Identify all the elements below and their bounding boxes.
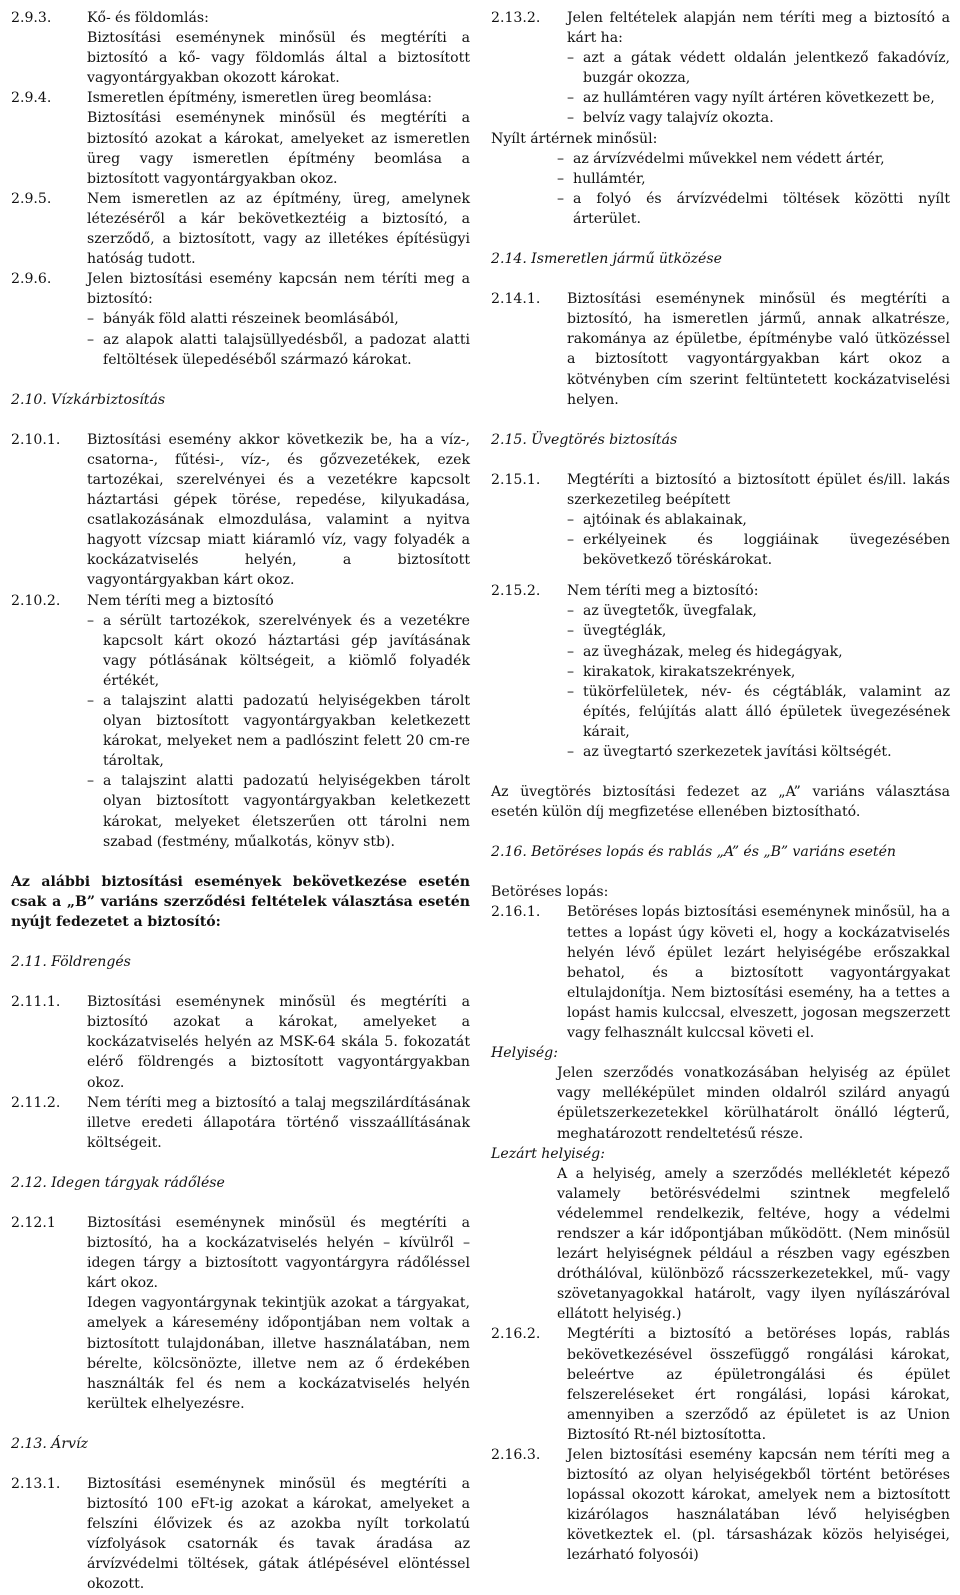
section-2-12-1	[11, 1213, 470, 1414]
list-item: – ajtóinak és ablakainak,	[567, 510, 950, 530]
heading-2-16: 2.16. Betöréses lopás és rablás „A” és „B” variáns esetén	[491, 844, 897, 861]
list-item: – az üvegházak, meleg és hidegágyak,	[567, 642, 950, 662]
list-item: – hullámtér,	[557, 169, 950, 189]
section-2-15-2	[491, 581, 950, 762]
list-item: – a talajszint alatti padozatú helyiségekben tárolt olyan biztosított vagyontárgyakban keletkezett károkat, melyeket nem a padlószint felett 20 cm-re tároltak,	[87, 691, 470, 771]
list-item: – a talajszint alatti padozatú helyiségekben tárolt olyan biztosított vagyontárgyakban keletkezett károkat, melyeket életszerűen ott tárolni nem szabad (festmény, műalkotás, könyv stb).	[87, 771, 470, 851]
section-2-16-1	[491, 902, 950, 1043]
locked-room-text: A a helyiség, amely a szerződés mellékletét képező valamely betörésvédelmi szintnek megfelelő védelemmel rendelkezik, feltéve, hogy a védelmi rendszer a kár időpontjában működött. (Nem minősül lezárt helyiségnek például a részben vagy egészben dróthálóval, különböző rácsszerkezetekkel, mű- vagy szövetanyagokkal határolt, vagy ilyen nyílászáróval ellátott helyiség.)	[557, 1165, 950, 1323]
section-number: 2.16.3.	[491, 1447, 541, 1463]
section-text-2: Idegen vagyontárgynak tekintjük azokat a tárgyakat, amelyek a káresemény időpontjában nem voltak a biztosított tulajdonában, illetve használatában, nem bérelte, kölcsönözte, illetve nem az ő érdekében használták fel és nem a kockázatviselés helyén kerültek elhelyezésre.	[87, 1295, 470, 1412]
section-text: Biztosítási eseménynek minősül és megtéríti a biztosító 100 eFt-ig azokat a károkat, amelyeket a felszíni élővizek és az azokba nyílt torkolatú vízfolyások csatornák és tavak áradása az árvízvédelmi töltések, gátak átlépésével elöntéssel okozott.	[87, 1476, 470, 1593]
list-item: – bányák föld alatti részeinek beomlásából,	[87, 309, 470, 329]
section-number: 2.9.5.	[11, 190, 52, 207]
section-number: 2.13.2.	[491, 10, 541, 26]
list-item: – az alapok alatti talajsüllyedésből, a padozat alatti feltöltések ülepedéséből származó károkat.	[87, 330, 470, 370]
section-text: Biztosítási esemény akkor következik be, ha a víz-, csatorna-, fűtési-, víz-, és gőzvezetékek, ezek tartozékai, szerelvényei és a vezetékre kapcsolt háztartási gépek törése, repedése, kilyukadása, csatlakozásának elmozdulása, valamint a nyitva hagyott vízcsap miatt kiáramló víz, vagy folyadék a kockázatviselés helyén, a biztosított vagyontárgyakban kárt okoz.	[87, 431, 470, 589]
section-title: Ismeretlen építmény, ismeretlen üreg beomlása:	[87, 90, 432, 107]
section-number: 2.13.1.	[11, 1476, 61, 1492]
section-number: 2.11.1.	[11, 994, 61, 1011]
open-floodplain-list	[491, 149, 950, 229]
section-text: Megtéríti a biztosító a biztosított épület és/ill. lakás szerkezetileg beépített	[567, 471, 950, 508]
right-column	[491, 8, 950, 1566]
section-text: Biztosítási eseménynek minősül és megtéríti a biztosító, ha ismeretlen jármű, annak alkatrésze, rakománya az épületbe, építménybe való ütközéssel a biztosított vagyontárgyakban kárt okoz a kötvényben cím szerint feltüntetett kockázatviselési helyen.	[567, 291, 950, 408]
section-2-15-1	[491, 470, 950, 570]
list-item: – a sérült tartozékok, szerelvények és a vezetékre kapcsolt kárt okozó háztartási gép javításának vagy pótlásának költségeit, a kiömlő folyadék értékét,	[87, 611, 470, 691]
list-item: – az üvegtartó szerkezetek javítási költségét.	[567, 742, 950, 762]
heading-2-14: 2.14. Ismeretlen jármű ütközése	[491, 251, 722, 268]
section-number: 2.9.4.	[11, 90, 52, 107]
list-item: – erkélyeinek és loggiáinak üvegezésében bekövetkező töréskárokat.	[567, 530, 950, 570]
section-number: 2.10.2.	[11, 592, 61, 609]
section-number: 2.15.2.	[491, 583, 541, 600]
list-item: – belvíz vagy talajvíz okozta.	[567, 108, 950, 128]
section-text: Biztosítási eseménynek minősül és megtéríti a biztosító, ha a kockázatviselés helyén – kívülről – idegen tárgy a biztosított vagyontárgyra rádőléssel kárt okoz.	[87, 1214, 470, 1292]
list-item: – a folyó és árvízvédelmi töltések közötti nyílt árterület.	[557, 189, 950, 229]
left-column	[11, 8, 470, 1595]
section-2-14-1	[491, 289, 950, 410]
section-2-9-4	[11, 88, 470, 188]
section-2-13-2	[491, 8, 950, 129]
list-item: – üvegtéglák,	[567, 621, 950, 641]
section-number: 2.10.1.	[11, 431, 61, 448]
section-2-9-5	[11, 189, 470, 269]
section-2-13-1	[11, 1474, 470, 1595]
section-text: Nem téríti meg a biztosító	[87, 592, 274, 609]
section-2-11-1	[11, 992, 470, 1092]
section-number: 2.12.1	[11, 1214, 56, 1231]
section-number: 2.9.3.	[11, 10, 52, 26]
section-text: Nem téríti meg a biztosító a talaj megszilárdításának illetve eredeti állapotára történő visszaállításának költségeit.	[87, 1094, 470, 1151]
section-text: Jelen biztosítási esemény kapcsán nem téríti meg a biztosító az olyan helyiségekből történt betöréses lopással okozott károkat, amelyek nem a biztosított kizárólagos használatában lévő helyiségben következtek el. (pl. társasházak közös helyiségei, lezárható folyosói)	[567, 1447, 950, 1564]
section-text: Jelen feltételek alapján nem téríti meg a biztosító a kárt ha:	[567, 10, 950, 47]
section-2-16-2	[491, 1324, 950, 1445]
section-text: Biztosítási eseménynek minősül és megtéríti a biztosító azokat a károkat, amelyeket a kockázatviselés helyén az MSK-64 skála 5. fokozatát elérő földrengés a biztosított vagyontárgyakban okoz.	[87, 994, 470, 1091]
section-2-9-6	[11, 269, 470, 369]
section-title: Kő- és földomlás:	[87, 10, 209, 26]
heading-2-11: 2.11. Földrengés	[11, 954, 131, 971]
burglary-label: Betöréses lopás:	[491, 884, 609, 901]
section-number: 2.16.1.	[491, 904, 541, 921]
heading-2-13: 2.13. Árvíz	[11, 1435, 88, 1452]
list-item: – az hullámtéren vagy nyílt ártéren következett be,	[567, 88, 950, 108]
list-item: – kirakatok, kirakatszekrények,	[567, 662, 950, 682]
open-floodplain-label: Nyílt ártérnek minősül:	[491, 130, 658, 147]
section-text: Nem ismeretlen az az építmény, üreg, amelynek létezéséről a kár bekövetkeztéig a biztosító, a szerződő, a biztosított, vagy az illetékes építésügyi hatóság tudott.	[87, 190, 470, 268]
section-2-16-3	[491, 1445, 950, 1566]
section-text: Megtéríti a biztosító a betöréses lopás, rablás bekövetkezésével összefüggő rongálási károkat, beleértve az épületrongálási és épület felszereléseket ért rongálási, lopási károkat, amennyiben a szerződő az épületet is az Union Biztosító Rt-nél biztosította.	[567, 1326, 950, 1443]
section-text: Betöréses lopás biztosítási eseménynek minősül, ha a tettes a lopást úgy követi el, hogy a kockázatviselés helyén lévő épület lezárt helyiségébe erőszakkal behatol, és a biztosított vagyontárgyakat eltulajdonítja. Nem biztosítási esemény, ha a tettes a lopást hamis kulccsal, elveszett, jogosan megszerzett vagy felhasznált kulccsal követi el.	[567, 904, 950, 1042]
section-number: 2.9.6.	[11, 271, 52, 288]
section-text: Nem téríti meg a biztosító:	[567, 583, 759, 600]
heading-2-15: 2.15. Üvegtörés biztosítás	[491, 431, 678, 448]
coverage-note: Az alábbi biztosítási események bekövetkezése esetén csak a „B” variáns szerződési feltételek választása esetén nyújt fedezetet a biztosító:	[11, 873, 470, 930]
section-number: 2.16.2.	[491, 1326, 541, 1343]
locked-room-label: Lezárt helyiség:	[491, 1145, 605, 1162]
section-text: Biztosítási eseménynek minősül és megtéríti a biztosító a kő- vagy földomlás által a biztosított vagyontárgyakban okozott károkat.	[87, 30, 470, 87]
section-text: Biztosítási eseménynek minősül és megtéríti a biztosító azokat a károkat, amelyeket az ismeretlen üreg vagy ismeretlen építmény beomlása a biztosított vagyontárgyakban okoz.	[87, 110, 470, 187]
heading-2-12: 2.12. Idegen tárgyak rádőlése	[11, 1174, 225, 1191]
heading-2-10: 2.10. Vízkárbiztosítás	[11, 391, 166, 408]
section-number: 2.14.1.	[491, 291, 541, 308]
section-2-10-1	[11, 430, 470, 591]
list-item: – azt a gátak védett oldalán jelentkező fakadóvíz, buzgár okozza,	[567, 48, 950, 88]
section-number: 2.11.2.	[11, 1094, 61, 1111]
list-item: – tükörfelületek, név- és cégtáblák, valamint az építés, felújítás alatt álló épületek üvegezésének kárait,	[567, 682, 950, 742]
section-2-10-2	[11, 591, 470, 852]
section-text: Jelen biztosítási esemény kapcsán nem téríti meg a biztosító:	[87, 271, 470, 308]
room-text: Jelen szerződés vonatkozásában helyiség az épület vagy melléképület minden oldalról szilárd anyagú épületszerkezetekkel körülhatárolt önálló légterű, meghatározott rendeltetésű része.	[557, 1065, 950, 1142]
list-item: – az árvízvédelmi művekkel nem védett ártér,	[557, 149, 950, 169]
section-2-11-2	[11, 1093, 470, 1153]
room-label: Helyiség:	[491, 1045, 558, 1062]
list-item: – az üvegtetők, üvegfalak,	[567, 601, 950, 621]
section-number: 2.15.1.	[491, 471, 541, 488]
glass-note: Az üvegtörés biztosítási fedezet az „A” variáns választása esetén külön díj megfizetése ellenében biztosítható.	[491, 784, 950, 821]
section-2-9-3	[11, 8, 470, 88]
